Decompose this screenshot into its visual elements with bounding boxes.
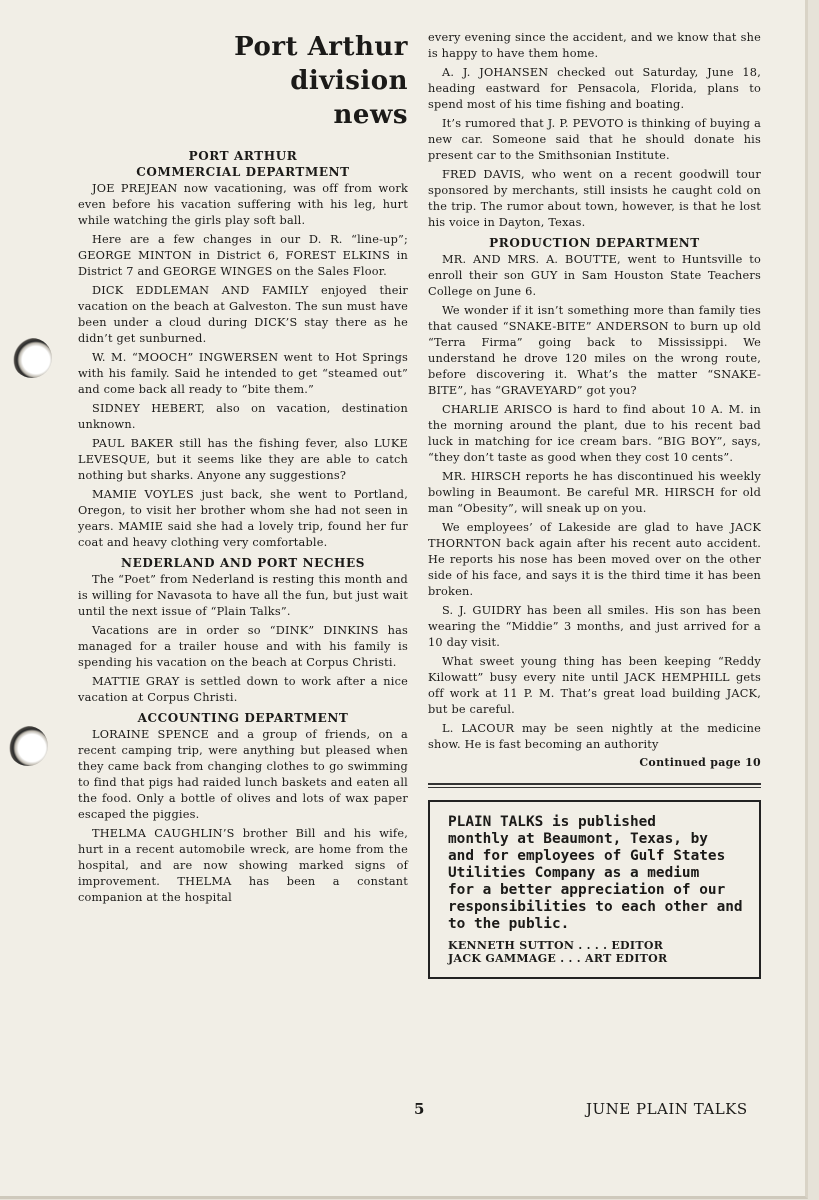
news-item: Vacations are in order so “DINK” DINKINS has managed for a trailer house and with his family is spending his vacation on the beach at Corpus Christi. [78,624,408,669]
info-line: to the public. [448,916,570,932]
heading-line: PRODUCTION DEPARTMENT [489,236,700,250]
news-item: LORAINE SPENCE and a group of friends, on a recent camping trip, were anything but pleased when they came back from changing clothes to go swimming to find that pigs had raided lunch baskets and eaten all the food. Only a bottle of olives and lots of wax paper escaped the piggies. [78,728,408,821]
heading-line: PORT ARTHUR [188,149,298,163]
double-rule-divider [428,783,761,788]
section-heading [428,235,761,251]
news-item: We employees’ of Lakeside are glad to have JACK THORNTON back again after his recent auto accident. He reports his nose has been moved over on the other side of his face, and says it is the third time it has been broken. [428,521,761,598]
news-item: MR. HIRSCH reports he has discontinued his weekly bowling in Beaumont. Be careful MR. HIRSCH for old man “Obesity”, will sneak up on you. [428,470,761,515]
news-item: JOE PREJEAN now vacationing, was off from work even before his vacation suffering with his leg, hurt while watching the girls play soft ball. [78,182,408,227]
heading-line: COMMERCIAL DEPARTMENT [136,165,350,179]
publication-footer: JUNE PLAIN TALKS [586,1100,748,1118]
masthead-line: division [290,66,408,96]
continued-note: Continued page 10 [639,756,761,769]
news-item: A. J. JOHANSEN checked out Saturday, June 18, heading eastward for Pensacola, Florida, plans to spend most of his time fishing and boating. [428,66,761,111]
info-line: and for employees of Gulf States [448,848,726,864]
news-item: Here are a few changes in our D. R. “line-up”; GEORGE MINTON in District 6, FOREST ELKINS in District 7 and GEORGE WINGES on the Sales Floor. [78,233,408,278]
section-masthead [78,30,408,132]
news-item: What sweet young thing has been keeping “Reddy Kilowatt” busy every nite until JACK HEMPHILL gets off work at 11 P. M. That’s great load building JACK, but be careful. [428,655,761,716]
news-item: We wonder if it isn’t something more than family ties that caused “SNAKE-BITE” ANDERSON to burn up old “Terra Firma” going back to Mississippi. We understand he drove 120 miles on the wrong route, before discovering it. What’s the matter “SNAKE-BITE”, has “GRAVEYARD” got you? [428,304,761,397]
heading-line: NEDERLAND AND PORT NECHES [121,556,365,570]
right-column [428,0,761,979]
news-item: THELMA CAUGHLIN’S brother Bill and his wife, hurt in a recent automobile wreck, are home from the hospital, and are now showing marked signs of improvement. THELMA has been a constant companion at the hospital [78,827,408,904]
info-line: for a better appreciation of our [448,882,726,898]
news-item: every evening since the accident, and we know that she is happy to have them home. [428,31,761,60]
news-item: The “Poet” from Nederland is resting this month and is willing for Navasota to have all the fun, but just wait until the next issue of “Plain Talks”. [78,573,408,618]
news-item: S. J. GUIDRY has been all smiles. His son has been wearing the “Middie” 3 months, and just arrived for a 10 day visit. [428,604,761,649]
news-item: MATTIE GRAY is settled down to work after a nice vacation at Corpus Christi. [78,675,408,704]
news-item: DICK EDDLEMAN AND FAMILY enjoyed their vacation on the beach at Galveston. The sun must have been under a cloud during DICK’S stay there as he didn’t get sunburned. [78,284,408,345]
heading-line: ACCOUNTING DEPARTMENT [137,711,349,725]
info-line: Utilities Company as a medium [448,865,700,881]
news-item: MAMIE VOYLES just back, she went to Portland, Oregon, to visit her brother whom she had not seen in years. MAMIE said she had a lovely trip, found her fur coat and heavy clothing very comfortable. [78,488,408,549]
news-item: MR. AND MRS. A. BOUTTE, went to Huntsville to enroll their son GUY in Sam Houston State Teachers College on June 6. [428,253,761,298]
masthead-line: news [333,100,408,130]
news-item: FRED DAVIS, who went on a recent goodwill tour sponsored by merchants, still insists he caught cold on the trip. The rumor about town, however, is that he lost his voice in Dayton, Texas. [428,168,761,229]
binder-hole-top [12,338,52,378]
info-line: PLAIN TALKS is published [448,814,656,830]
news-item: SIDNEY HEBERT, also on vacation, destination unknown. [78,402,408,431]
news-item: L. LACOUR may be seen nightly at the medicine show. He is fast becoming an authority [428,722,761,751]
info-line: monthly at Beaumont, Texas, by [448,831,708,847]
news-item: PAUL BAKER still has the fishing fever, also LUKE LEVESQUE, but it seems like they are able to catch nothing but sharks. Anyone any suggestions? [78,437,408,482]
page-number: 5 [414,1100,425,1118]
staff-line: JACK GAMMAGE . . . ART EDITOR [448,952,668,965]
publication-info-box [428,800,761,979]
section-heading [78,148,408,180]
binder-hole-bottom [8,726,48,766]
info-line: responsibilities to each other and [448,899,743,915]
section-heading [78,710,408,726]
news-item: W. M. “MOOCH” INGWERSEN went to Hot Springs with his family. Said he intended to get “steamed out” and come back all ready to “bite them.” [78,351,408,396]
staff-line: KENNETH SUTTON . . . . EDITOR [448,939,664,952]
news-item: CHARLIE ARISCO is hard to find about 10 A. M. in the morning around the plant, due to his recent bad luck in matching for ice cream bars. “BIG BOY”, says, “they don’t taste as good when they cost 10 cents”. [428,403,761,464]
news-item: It’s rumored that J. P. PEVOTO is thinking of buying a new car. Someone said that he should donate his present car to the Smithsonian Institute. [428,117,761,162]
masthead-line: Port Arthur [234,32,408,62]
section-heading [78,555,408,571]
left-column [78,0,408,909]
